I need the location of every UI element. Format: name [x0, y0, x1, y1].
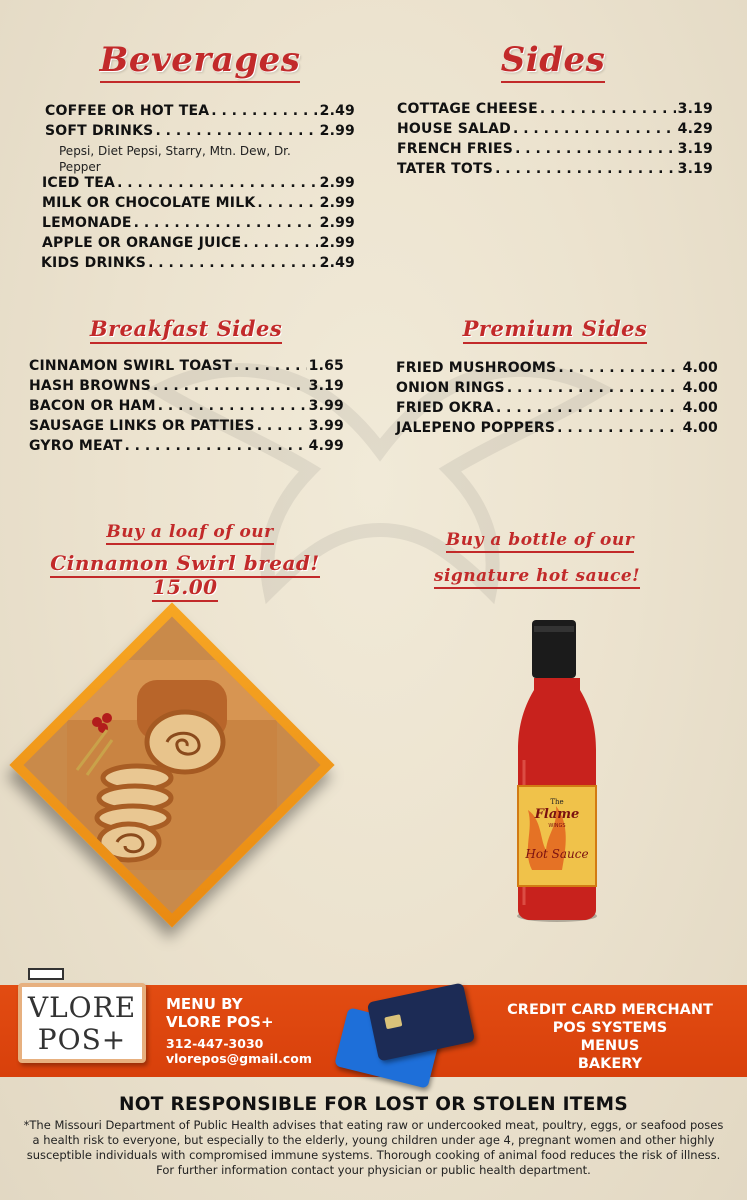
menu-item: GYRO MEAT . . . 4.99	[29, 438, 344, 458]
email-address: vlorepos@gmail.com	[166, 1051, 312, 1066]
menu-item: FRENCH FRIES . . . 3.19	[397, 141, 713, 161]
logo-text-line2: POS+	[37, 1023, 127, 1056]
bottle-brand: Flame	[534, 807, 580, 822]
menu-item: HASH BROWNS . . . 3.19	[29, 378, 344, 398]
menu-item: SOFT DRINKS . . . 2.99	[45, 123, 355, 143]
bread-promo-line1: Buy a loaf of our	[95, 522, 285, 542]
bread-photo	[24, 617, 321, 914]
logo-text-line1: VLORE	[27, 991, 137, 1024]
menu-item: COTTAGE CHEESE . . . 3.19	[397, 101, 713, 121]
bottle-brand-top: The	[550, 798, 564, 806]
menu-item: MILK OR CHOCOLATE MILK . . . 2.99	[42, 195, 355, 215]
menu-item: ONION RINGS . . . 4.00	[396, 380, 718, 400]
service-item: CREDIT CARD MERCHANT	[507, 1002, 713, 1018]
menu-item: LEMONADE . . . 2.99	[42, 215, 355, 235]
menu-item: CINNAMON SWIRL TOAST . . . 1.65	[29, 358, 344, 378]
phone-number: 312-447-3030	[166, 1036, 264, 1051]
sauce-promo-line2: signature hot sauce!	[432, 566, 642, 586]
contact-info	[166, 1036, 312, 1066]
soft-drinks-note: Pepsi, Diet Pepsi, Starry, Mtn. Dew, Dr. Pepper	[59, 144, 291, 174]
breakfast-sides-heading: Breakfast Sides	[86, 316, 286, 341]
services-list	[495, 1001, 725, 1073]
bottle-brand-sub: WINGS	[548, 823, 566, 829]
beverages-heading: Beverages	[95, 40, 305, 80]
hot-sauce-bottle-image	[512, 620, 602, 922]
menu-item: FRIED MUSHROOMS . . . 4.00	[396, 360, 718, 380]
sides-heading: Sides	[478, 40, 628, 80]
vlore-pos-logo	[18, 983, 146, 1063]
service-item: POS SYSTEMS	[552, 1020, 668, 1036]
menu-by-label: MENU BY VLORE POS+	[166, 995, 274, 1031]
menu-item: SAUSAGE LINKS OR PATTIES . . . 3.99	[29, 418, 344, 438]
menu-item: BACON OR HAM . . . 3.99	[29, 398, 344, 418]
service-item: BAKERY	[577, 1056, 643, 1072]
premium-sides-heading: Premium Sides	[460, 316, 650, 341]
sauce-promo-line1: Buy a bottle of our	[440, 530, 640, 550]
bottle-product: Hot Sauce	[525, 847, 589, 861]
beverages-list	[41, 103, 355, 275]
cinnamon-bread-image	[9, 602, 334, 927]
service-item: MENUS	[580, 1038, 640, 1054]
menu-item: ICED TEA . . . 2.99	[42, 175, 355, 195]
menu-item: APPLE OR ORANGE JUICE . . . 2.99	[42, 235, 355, 255]
menu-item: FRIED OKRA . . . 4.00	[396, 400, 718, 420]
menu-item: COFFEE OR HOT TEA . . . 2.49	[45, 103, 355, 123]
menu-item: KIDS DRINKS . . . 2.49	[41, 255, 355, 275]
health-disclaimer: *The Missouri Department of Public Health advises that eating raw or undercooked meat, poultry, eggs, or seafood poses a health risk to everyone, but especially to the elderly, young children under age 4, pregnant women and other highly susceptible individuals with compromised immune systems. Thorough cooking of animal food reduces the risk of illness. For further information contact your physician or public health department.	[23, 1118, 724, 1177]
lost-items-notice: NOT RESPONSIBLE FOR LOST OR STOLEN ITEMS	[118, 1094, 628, 1115]
bread-promo-line2: Cinnamon Swirl bread! 15.00	[30, 551, 340, 599]
sides-list	[397, 101, 713, 181]
menu-item: JALEPENO POPPERS . . . 4.00	[396, 420, 718, 440]
menu-item: TATER TOTS . . . 3.19	[397, 161, 713, 181]
premium-sides-list	[396, 360, 718, 440]
logo-tab	[28, 968, 64, 980]
menu-item: HOUSE SALAD . . . 4.29	[397, 121, 713, 141]
breakfast-sides-list	[29, 358, 344, 458]
